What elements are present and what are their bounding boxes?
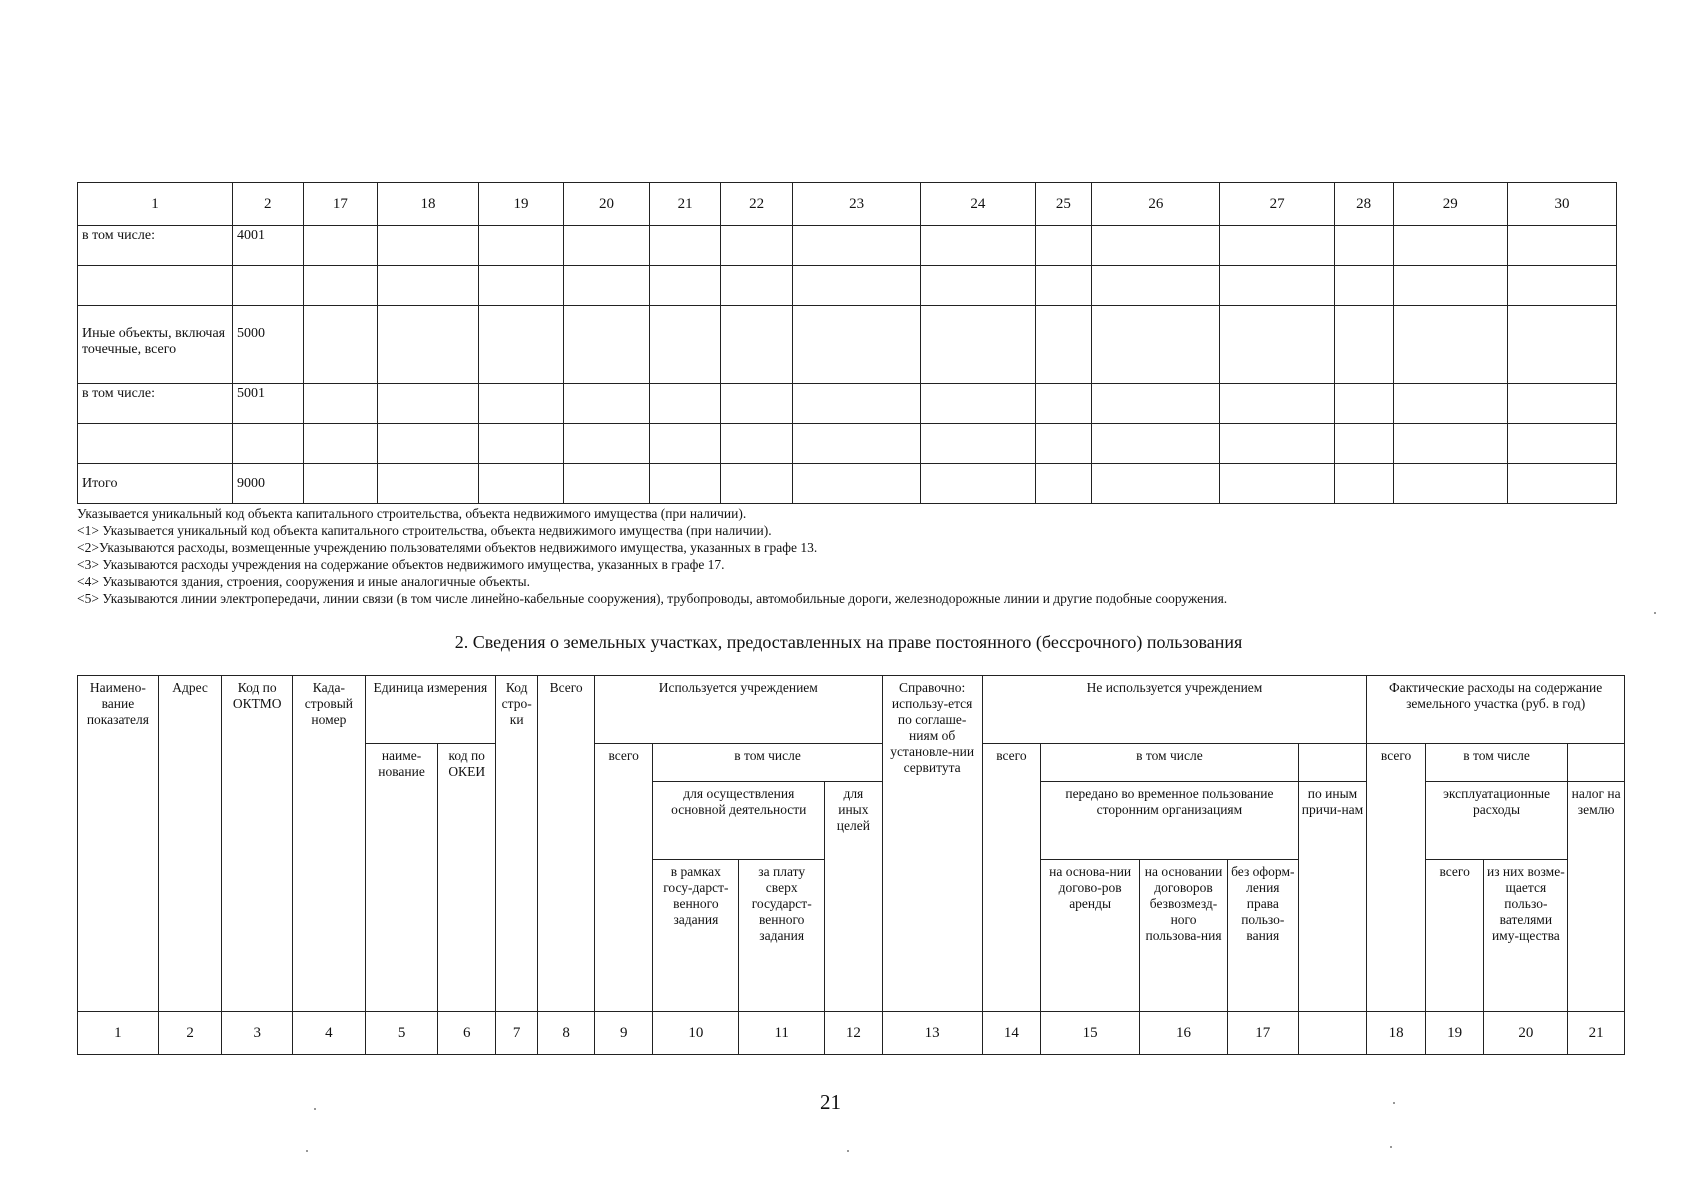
header-other-reasons: по иным причи-нам <box>1298 782 1367 1012</box>
col-num: 17 <box>303 183 378 226</box>
footnote: <4> Указываются здания, строения, сооружения и иные аналогичные объекты. <box>77 574 530 589</box>
page-number: 21 <box>820 1090 841 1114</box>
col-num: 23 <box>792 183 920 226</box>
column-number-row <box>78 1012 1625 1055</box>
header-paid-over-task: за плату сверх государст-венного задания <box>739 860 825 1012</box>
section-title: 2. Сведения о земельных участках, предоставленных на праве постоянного (бессрочного) пользования <box>454 632 1243 652</box>
col-num: 15 <box>1041 1012 1140 1055</box>
col-num: 2 <box>232 183 303 226</box>
header-other-goals: для иных целей <box>825 782 883 1012</box>
header-land-tax: налог на землю <box>1568 782 1625 1012</box>
col-num: 11 <box>739 1012 825 1055</box>
col-num: 29 <box>1393 183 1507 226</box>
row-code: 5001 <box>232 384 303 424</box>
col-num: 19 <box>1425 1012 1484 1055</box>
col-num: 5 <box>365 1012 438 1055</box>
row-code <box>232 424 303 464</box>
col-num: 4 <box>293 1012 366 1055</box>
header-transferred: передано во временное пользование сторонним организациям <box>1041 782 1298 860</box>
row-label: Иные объекты, включая точечные, всего <box>78 306 233 384</box>
continuation-table <box>77 182 1617 504</box>
col-num: 9 <box>594 1012 653 1055</box>
footnotes <box>77 505 1637 607</box>
header-row <box>78 676 1625 744</box>
row-label: в том числе: <box>78 226 233 266</box>
scan-speck <box>1654 612 1656 614</box>
land-plots-table <box>77 675 1625 1055</box>
footnote: <5> Указываются линии электропередачи, линии связи (в том числе линейно-кабельные сооружения), трубопроводы, автомобильные дороги, железнодорожные линии и другие подобные сооружения. <box>77 591 1228 606</box>
table-row <box>78 306 1617 384</box>
header-expenses: Фактические расходы на содержание земельного участка (руб. в год) <box>1367 676 1625 744</box>
header-used: Используется учреждением <box>594 676 882 744</box>
header-oktmo: Код по ОКТМО <box>222 676 293 1012</box>
footnote: <1> Указывается уникальный код объекта капитального строительства, объекта недвижимого имущества (при наличии). <box>77 523 772 538</box>
col-num: 20 <box>1484 1012 1568 1055</box>
col-num: 18 <box>1367 1012 1426 1055</box>
header-used-incl: в том числе <box>653 744 882 782</box>
header-op-all: всего <box>1425 860 1484 1012</box>
header-empty <box>1298 744 1367 782</box>
header-unit-name: наиме-нование <box>365 744 438 1012</box>
col-num: 22 <box>721 183 793 226</box>
col-num: 6 <box>438 1012 496 1055</box>
column-number-row <box>78 183 1617 226</box>
row-label: в том числе: <box>78 384 233 424</box>
header-free-use: на основании договоров безвозмезд-ного пользова-ния <box>1140 860 1228 1012</box>
row-code <box>232 266 303 306</box>
row-label <box>78 424 233 464</box>
col-num: 30 <box>1507 183 1616 226</box>
footnote: <2>Указываются расходы, возмещенные учреждению пользователями объектов недвижимого имущества, указанных в графе 13. <box>77 540 818 555</box>
header-unit: Единица измерения <box>365 676 495 744</box>
col-num: 1 <box>78 183 233 226</box>
header-not-used-all: всего <box>982 744 1041 1012</box>
col-num: 28 <box>1334 183 1393 226</box>
col-num: 24 <box>921 183 1035 226</box>
header-no-registration: без оформ-ления права пользо-вания <box>1227 860 1298 1012</box>
header-empty <box>1568 744 1625 782</box>
col-num: 20 <box>564 183 650 226</box>
col-num: 18 <box>378 183 478 226</box>
col-num: 21 <box>1568 1012 1625 1055</box>
header-not-used: Не используется учреждением <box>982 676 1367 744</box>
row-code: 4001 <box>232 226 303 266</box>
header-exp-incl: в том числе <box>1425 744 1567 782</box>
header-servitude: Справочно: использу-ется по соглаше-ниям об установле-нии сервитута <box>882 676 982 1012</box>
col-num: 2 <box>158 1012 222 1055</box>
header-state-task: в рамках госу-дарст-венного задания <box>653 860 739 1012</box>
scan-speck <box>1390 1146 1392 1148</box>
header-used-all: всего <box>594 744 653 1012</box>
col-num: 10 <box>653 1012 739 1055</box>
scan-speck <box>1393 1102 1395 1104</box>
table-row <box>78 424 1617 464</box>
header-exp-all: всего <box>1367 744 1426 1012</box>
row-code: 5000 <box>232 306 303 384</box>
col-num: 27 <box>1220 183 1334 226</box>
header-address: Адрес <box>158 676 222 1012</box>
scan-speck <box>306 1150 308 1152</box>
col-num: 17 <box>1227 1012 1298 1055</box>
table-row <box>78 384 1617 424</box>
header-unit-okei: код по ОКЕИ <box>438 744 496 1012</box>
table-row <box>78 266 1617 306</box>
col-num: 14 <box>982 1012 1041 1055</box>
table-row <box>78 226 1617 266</box>
row-code: 9000 <box>232 464 303 504</box>
header-line-code: Код стро-ки <box>495 676 537 1012</box>
col-num: 19 <box>478 183 564 226</box>
header-name: Наимено-вание показателя <box>78 676 159 1012</box>
col-num: 21 <box>649 183 721 226</box>
col-num: 26 <box>1092 183 1220 226</box>
table-row <box>78 464 1617 504</box>
col-num: 16 <box>1140 1012 1228 1055</box>
col-num: 7 <box>495 1012 537 1055</box>
header-cadastral-number: Када-стровый номер <box>293 676 366 1012</box>
row-label <box>78 266 233 306</box>
col-num: 13 <box>882 1012 982 1055</box>
header-total: Всего <box>538 676 595 1012</box>
col-num: 12 <box>825 1012 883 1055</box>
row-label: Итого <box>78 464 233 504</box>
header-not-used-incl: в том числе <box>1041 744 1298 782</box>
col-num: 8 <box>538 1012 595 1055</box>
header-lease: на основа-нии догово-ров аренды <box>1041 860 1140 1012</box>
col-num: 25 <box>1035 183 1092 226</box>
header-main-activity: для осуществления основной деятельности <box>653 782 825 860</box>
header-reimbursed: из них возме-щается пользо-вателями иму-щества <box>1484 860 1568 1012</box>
footnote: <3> Указываются расходы учреждения на содержание объектов недвижимого имущества, указанных в графе 17. <box>77 557 725 572</box>
header-operating-expenses: эксплуатационные расходы <box>1425 782 1567 860</box>
scan-speck <box>847 1150 849 1152</box>
col-num: 1 <box>78 1012 159 1055</box>
footnote: Указывается уникальный код объекта капитального строительства, объекта недвижимого имущества (при наличии). <box>77 506 747 521</box>
col-num <box>1298 1012 1367 1055</box>
col-num: 3 <box>222 1012 293 1055</box>
scan-speck <box>314 1108 316 1110</box>
